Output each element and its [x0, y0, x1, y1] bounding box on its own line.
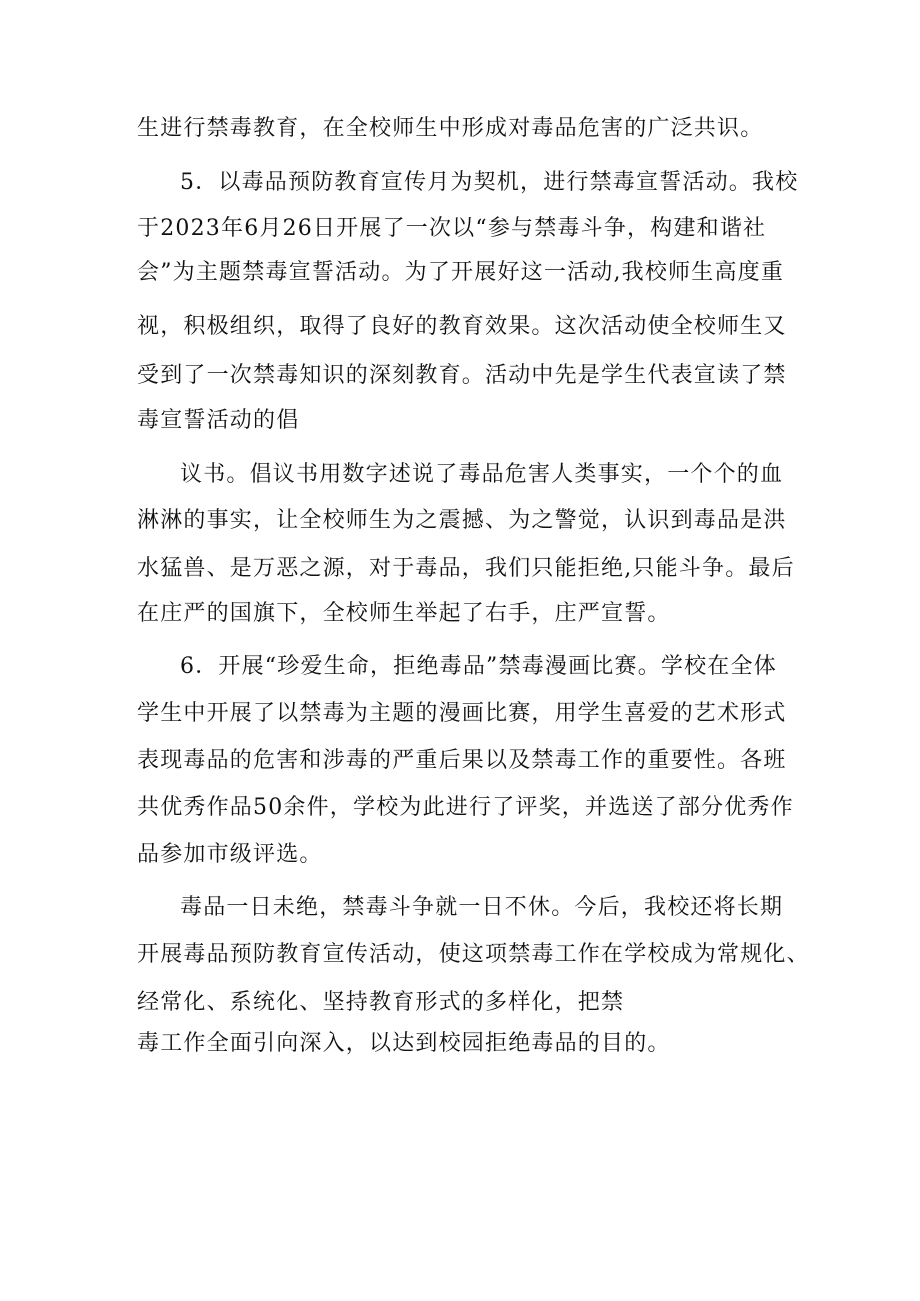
text-line-6: 受到了一次禁毒知识的深刻教育。活动中先是学生代表宣读了禁 — [137, 363, 787, 388]
text-line-7: 毒宣誓活动的倡 — [137, 408, 300, 433]
text-line-19: 经常化、系统化、坚持教育形式的多样化，把禁 — [137, 990, 625, 1015]
text-line-16: 品参加市级评选。 — [137, 842, 323, 867]
text-line-11: 在庄严的国旗下，全校师生举起了右手，庄严宣誓。 — [137, 601, 671, 626]
text-line-13: 学生中开展了以禁毒为主题的漫画比赛，用学生喜爱的艺术形式 — [137, 701, 787, 726]
text-line-5: 视，积极组织，取得了良好的教育效果。这次活动使全校师生又 — [137, 314, 787, 339]
text-line-4: 会”为主题禁毒宣誓活动。为了开展好这一活动,我校师生高度重 — [137, 260, 785, 285]
text-line-3: 于2023年6月26日开展了一次以“参与禁毒斗争，构建和谐社 — [137, 216, 767, 241]
text-line-17: 毒品一日未绝，禁毒斗争就一日不休。今后，我校还将长期 — [180, 895, 784, 920]
text-line-15: 共优秀作品50余件，学校为此进行了评奖，并选送了部分优秀作 — [137, 795, 794, 820]
text-line-1: 生进行禁毒教育，在全校师生中形成对毒品危害的广泛共识。 — [137, 116, 764, 141]
text-line-8: 议书。倡议书用数字述说了毒品危害人类事实，一个个的血 — [180, 462, 784, 487]
text-line-20: 毒工作全面引向深入，以达到校园拒绝毒品的目的。 — [137, 1031, 671, 1056]
text-line-12: 6．开展“珍爱生命，拒绝毒品”禁毒漫画比赛。学校在全体 — [180, 654, 777, 679]
text-line-9: 淋淋的事实，让全校师生为之震撼、为之警觉，认识到毒品是洪 — [137, 508, 787, 533]
text-line-10: 水猛兽、是万恶之源，对于毒品，我们只能拒绝,只能斗争。最后 — [137, 556, 795, 581]
text-line-18: 开展毒品预防教育宣传活动，使这项禁毒工作在学校成为常规化、 — [137, 942, 810, 967]
text-line-14: 表现毒品的危害和涉毒的严重后果以及禁毒工作的重要性。各班 — [137, 748, 787, 773]
text-line-2: 5．以毒品预防教育宣传月为契机，进行禁毒宣誓活动。我校 — [180, 170, 799, 195]
